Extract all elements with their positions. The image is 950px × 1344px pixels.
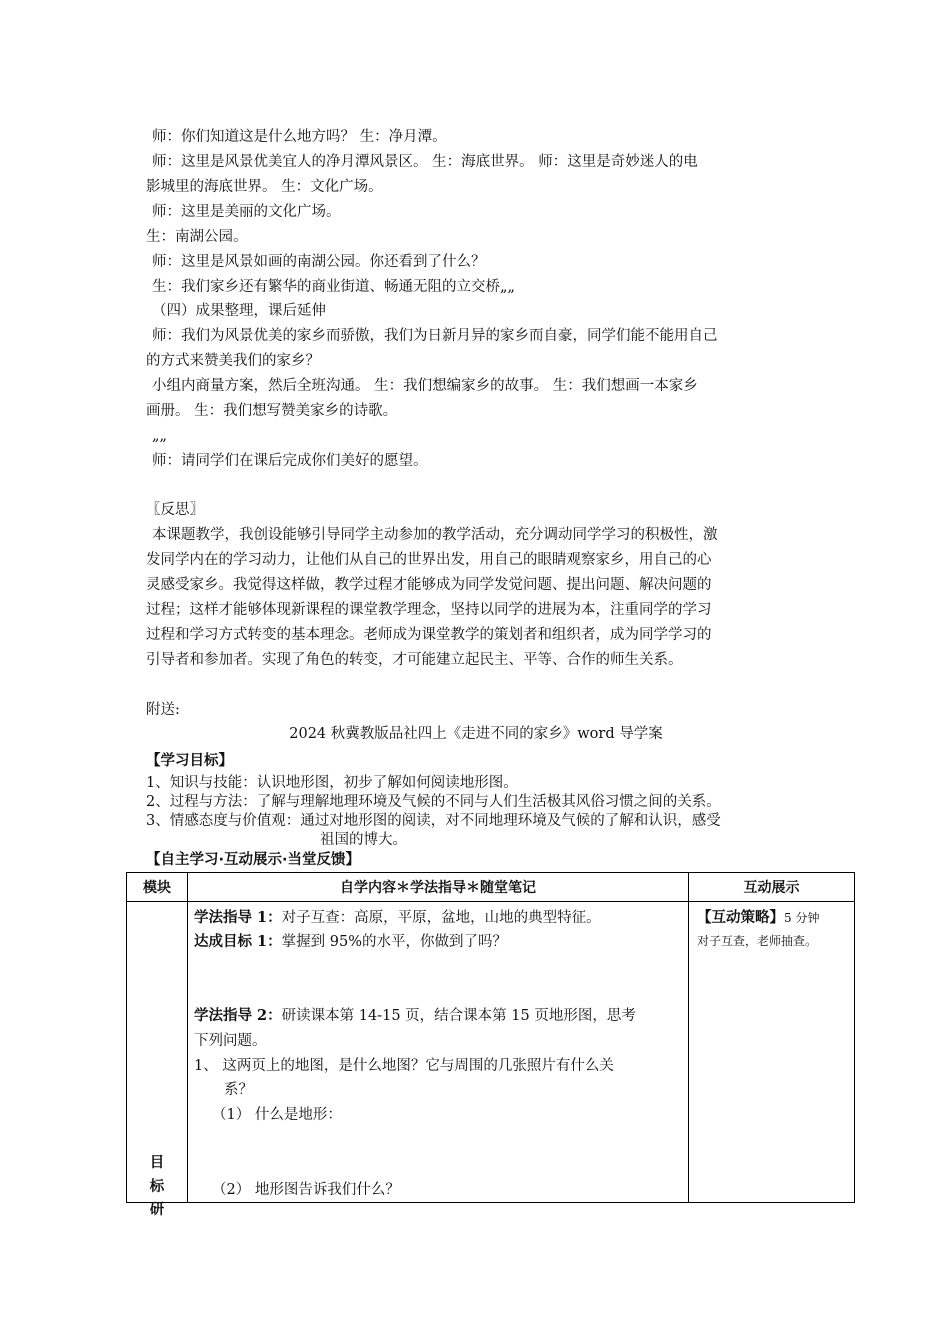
reflection-line: 过程和学习方式转变的基本理念。老师成为课堂教学的策划者和组织者，成为同学学习的: [146, 627, 712, 643]
strategy-line: 【互动策略】5 分钟: [697, 910, 820, 926]
appendix-label: 附送:: [146, 702, 180, 718]
guide-2: 学法指导 2：研读课本第 14-15 页，结合课本第 15 页地形图，思考: [194, 1007, 636, 1024]
table-header-interaction: 互动展示: [689, 873, 855, 902]
study-table: [126, 872, 855, 1218]
module-char: 研: [149, 1202, 165, 1218]
dialogue-line: 生：南湖公园。: [146, 229, 248, 245]
reflection-heading: 〖反思〗: [146, 502, 204, 518]
module-cell: [127, 902, 188, 1218]
document-title: 2024 秋冀教版品社四上《走进不同的家乡》word 导学案: [289, 726, 663, 742]
goal-item-continued: 祖国的博大。: [320, 832, 407, 848]
guide-1: 学法指导 1：对子互查：高原，平原，盆地，山地的典型特征。: [194, 909, 601, 926]
goal-item: 2、过程与方法：了解与理解地理环境及气候的不同与人们生活极其风俗习惯之间的关系。: [146, 794, 721, 810]
table-header-module: 模块: [127, 873, 188, 902]
guide-2-continued: 下列问题。: [194, 1033, 267, 1049]
dialogue-line: 的方式来赞美我们的家乡？: [146, 353, 320, 369]
section-heading: 【自主学习·互动展示·当堂反馈】: [146, 852, 361, 868]
module-char: 目: [149, 1155, 165, 1171]
dialogue-line: 师：这里是美丽的文化广场。: [152, 204, 341, 220]
question-1: 1、 这两页上的地图，是什么地图？它与周围的几张照片有什么关: [194, 1058, 614, 1074]
goal-item: 1、知识与技能：认识地形图，初步了解如何阅读地形图。: [146, 775, 518, 791]
reflection-line: 灵感受家乡。我觉得这样做，教学过程才能够成为同学发觉问题、提出问题、解决问题的: [146, 577, 712, 593]
reflection-line: 发同学内在的学习动力，让他们从自己的世界出发，用自己的眼睛观察家乡，用自己的心: [146, 552, 712, 568]
reflection-line: 本课题教学，我创设能够引导同学主动参加的教学活动，充分调动同学学习的积极性，激: [152, 527, 718, 543]
section-subheading: （四）成果整理，课后延伸: [152, 303, 326, 319]
reflection-line: 过程；这样才能够体现新课程的课堂教学理念，坚持以同学的进展为本，注重同学的学习: [146, 602, 712, 618]
dialogue-line: 小组内商量方案，然后全班沟通。 生：我们想编家乡的故事。 生：我们想画一本家乡: [152, 378, 698, 394]
dialogue-line: 师：请同学们在课后完成你们美好的愿望。: [152, 453, 428, 469]
goal-item: 3、情感态度与价值观：通过对地形图的阅读，对不同地理环境及气候的了解和认识，感受: [146, 813, 721, 829]
dialogue-line: 师：我们为风景优美的家乡而骄傲，我们为日新月异的家乡而自豪，同学们能不能用自己: [152, 328, 718, 344]
content-cell: [188, 902, 689, 1203]
reflection-line: 引导者和参加者。实现了角色的转变，才可能建立起民主、平等、合作的师生关系。: [146, 652, 683, 668]
dialogue-line: 生：我们家乡还有繁华的商业街道、畅通无阻的立交桥„„: [152, 279, 516, 295]
module-char: 标: [149, 1179, 165, 1195]
dialogue-line: 影城里的海底世界。 生：文化广场。: [146, 179, 383, 195]
target-1: 达成目标 1：掌握到 95%的水平，你做到了吗？: [194, 933, 507, 950]
dialogue-line: 画册。 生：我们想写赞美家乡的诗歌。: [146, 403, 398, 419]
strategy-line-continued: 对子互查，老师抽查。: [697, 934, 818, 948]
dialogue-line: 师：这里是风景优美宜人的净月潭风景区。 生：海底世界。 师：这里是奇妙迷人的电: [152, 154, 698, 170]
dialogue-line: 师：这里是风景如画的南湖公园。你还看到了什么？: [152, 254, 486, 270]
question-1-continued: 系？: [224, 1082, 253, 1098]
dialogue-line: 师：你们知道这是什么地方吗？ 生：净月潭。: [152, 129, 447, 145]
goals-heading: 【学习目标】: [146, 753, 233, 769]
table-header-content: 自学内容＊学法指导＊随堂笔记: [188, 873, 689, 902]
dialogue-line: „„: [152, 428, 168, 444]
interaction-cell: [689, 902, 855, 1203]
sub-question-2: （2） 地形图告诉我们什么？: [212, 1182, 400, 1198]
sub-question-1: （1） 什么是地形：: [212, 1107, 342, 1123]
